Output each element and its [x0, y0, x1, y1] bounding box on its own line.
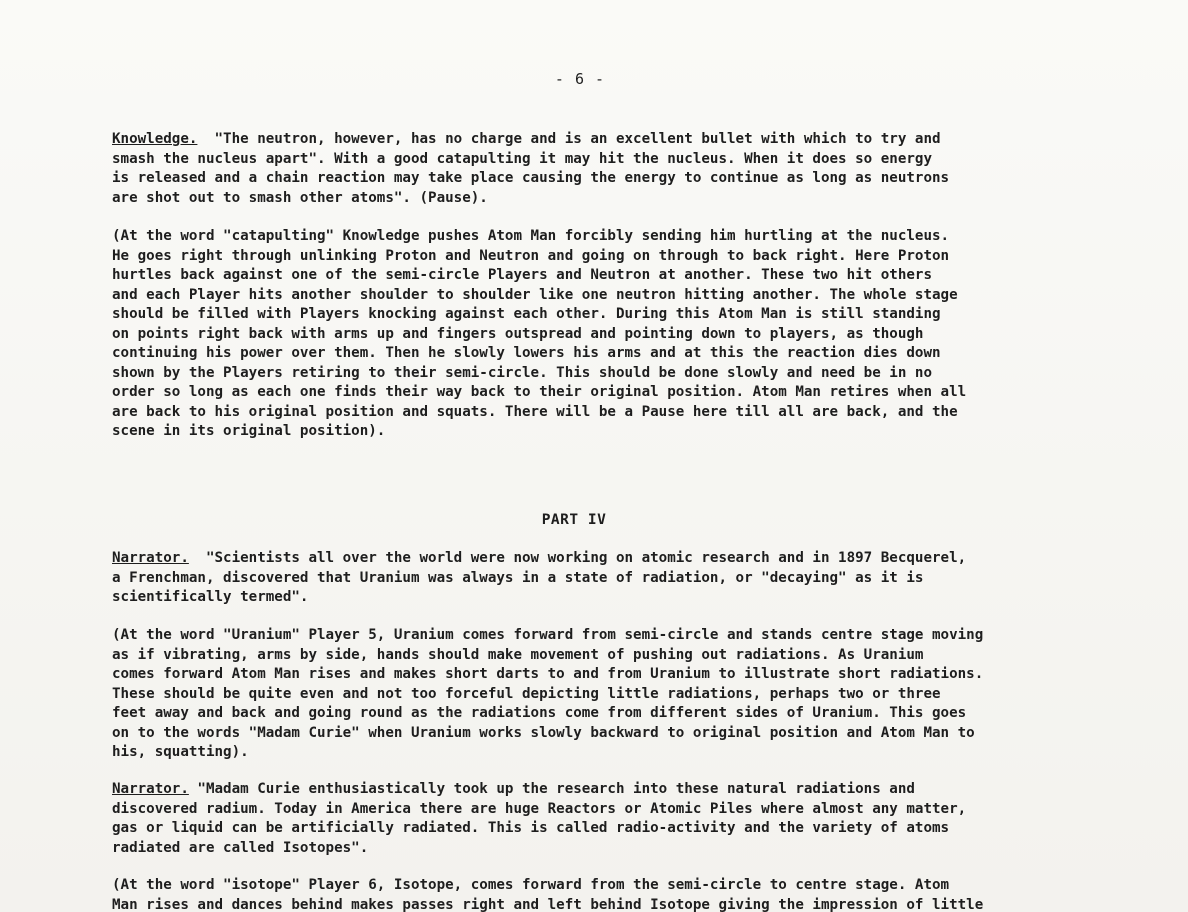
text-span: "Madam Curie enthusiastically took up the research into these natural radiations and: [188, 781, 915, 797]
text-line: and each Player hits another shoulder to shoulder like one neutron hitting another. The whole stage: [112, 286, 958, 303]
text-line: are shot out to smash other atoms". (Pause).: [112, 189, 488, 206]
text-line: gas or liquid can be artificially radiated. This is called radio-activity and the variety of atoms: [112, 820, 950, 836]
text-line: smash the nucleus apart". With a good catapulting it may hit the nucleus. When it does so energy: [112, 150, 932, 167]
stage-direction-uranium: [112, 626, 1112, 763]
speaker-label: Knowledge.: [112, 131, 198, 147]
text-line: feet away and back and going round as the radiations come from different sides of Uranium. This goes: [112, 705, 967, 721]
text-line: scientifically termed".: [112, 589, 309, 605]
part-heading: PART IV: [541, 512, 607, 528]
text-line: scene in its original position).: [112, 423, 386, 439]
text-line: order so long as each one finds their way back to their original position. Atom Man retires when all: [112, 384, 967, 400]
stage-direction-catapulting: [112, 227, 1112, 442]
text-line: (At the word "isotope" Player 6, Isotope, comes forward from the semi-circle to centre stage. Atom: [112, 877, 950, 893]
text-line: on points right back with arms up and fingers outspread and pointing down to players, as though: [112, 325, 924, 342]
text-line: is released and a chain reaction may take place causing the energy to continue as long as neutrons: [112, 170, 950, 186]
narrator-speech-curie: [112, 780, 1112, 858]
text-line: are back to his original position and squats. There will be a Pause here till all are back, and the: [112, 403, 958, 420]
text-line: He goes right through unlinking Proton and Neutron and going on through to back right. Here Proton: [112, 247, 950, 264]
text-line: (At the word "Uranium" Player 5, Uranium comes forward from semi-circle and stands centre stage moving: [112, 627, 984, 643]
knowledge-speech: [112, 130, 1112, 208]
text-line: a Frenchman, discovered that Uranium was always in a state of radiation, or "decaying" as it is: [112, 569, 924, 586]
text-line: Man rises and dances behind makes passes right and left behind Isotope giving the impression of little: [112, 896, 984, 912]
text-line: radiated are called Isotopes".: [112, 839, 369, 856]
speaker-label: Narrator.: [112, 781, 189, 797]
text-line: (At the word "catapulting" Knowledge pushes Atom Man forcibly sending him hurtling at the nucleus.: [112, 228, 950, 244]
text-line: should be filled with Players knocking against each other. During this Atom Man is still standing: [112, 306, 941, 322]
text-line: [112, 130, 1112, 150]
speaker-label: Narrator.: [112, 550, 189, 566]
stage-direction-isotope: [112, 876, 1112, 912]
text-line: hurtles back against one of the semi-circle Players and Neutron at another. These two hit others: [112, 267, 932, 283]
text-line: on to the words "Madam Curie" when Uranium works slowly backward to original position and Atom Man to: [112, 724, 975, 741]
text-line: comes forward Atom Man rises and makes short darts to and from Uranium to illustrate short radiations.: [112, 666, 984, 682]
text-line: continuing his power over them. Then he slowly lowers his arms and at this the reaction dies down: [112, 345, 941, 361]
text-line: discovered radium. Today in America there are huge Reactors or Atomic Piles where almost any matter,: [112, 800, 967, 817]
text-span: "The neutron, however, has no charge and is an excellent bullet with which to try and: [197, 131, 941, 147]
text-line: his, squatting).: [112, 744, 249, 760]
narrator-speech-becquerel: [112, 549, 1112, 608]
text-line: These should be quite even and not too forceful depicting little radiations, perhaps two or three: [112, 685, 941, 702]
text-span: "Scientists all over the world were now working on atomic research and in 1897 Becquerel,: [188, 550, 967, 566]
text-line: [112, 780, 1112, 800]
text-line: [112, 549, 1112, 569]
page-number: - 6 -: [554, 70, 606, 88]
text-line: shown by the Players retiring to their semi-circle. This should be done slowly and need be in no: [112, 364, 932, 381]
text-line: as if vibrating, arms by side, hands should make movement of pushing out radiations. As Uranium: [112, 646, 924, 663]
